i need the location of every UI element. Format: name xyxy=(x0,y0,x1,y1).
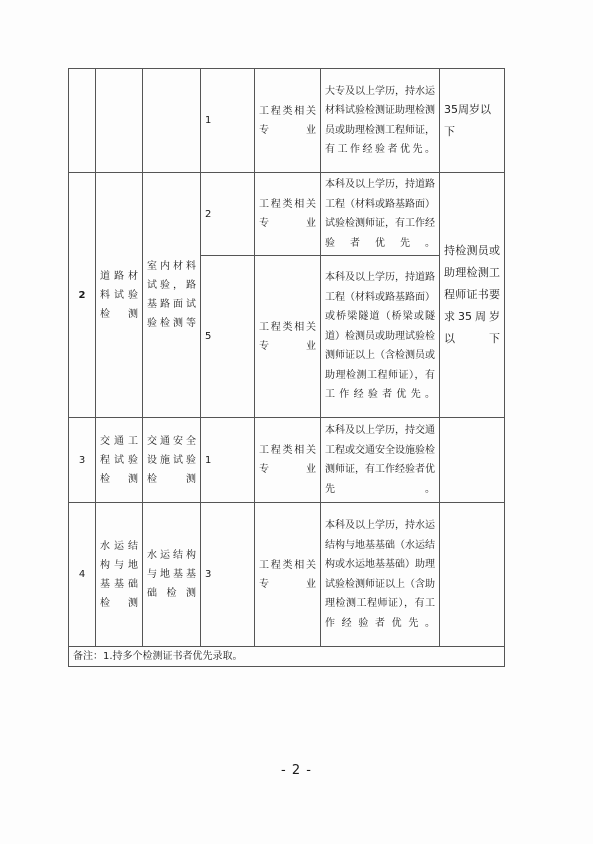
major-requirement: 工程类相关专业 xyxy=(255,173,321,256)
work-content: 交通安全设施试验检测 xyxy=(143,418,201,503)
headcount: 1 xyxy=(201,69,255,173)
headcount: 1 xyxy=(201,418,255,503)
table-note: 备注：1.持多个检测证书者优先录取。 xyxy=(69,647,505,667)
position-name: 交通工程试验检测 xyxy=(96,418,143,503)
table-row xyxy=(69,503,505,647)
table-row xyxy=(69,173,505,256)
work-content: 室内材料试验，路基路面试验检测等 xyxy=(143,173,201,418)
work-content xyxy=(143,69,201,173)
row-number: 4 xyxy=(69,503,96,647)
qualification-requirement: 本科及以上学历，持交通工程或交通安全设施验检测师证，有工作经验者优先。 xyxy=(321,418,440,503)
age-requirement: 持检测员或助理检测工程师证书要求35周岁以下 xyxy=(440,173,505,418)
major-requirement: 工程类相关专业 xyxy=(255,69,321,173)
qualification-requirement: 本科及以上学历，持道路工程（材料或路基路面）试验检测师证，有工作经验者优先。 xyxy=(321,173,440,256)
position-name xyxy=(96,69,143,173)
age-requirement xyxy=(440,503,505,647)
major-requirement: 工程类相关专业 xyxy=(255,503,321,647)
qualification-requirement: 大专及以上学历，持水运材料试验检测证助理检测员或助理检测工程师证，有工作经验者优先。 xyxy=(321,69,440,173)
headcount: 3 xyxy=(201,503,255,647)
table-row xyxy=(69,69,505,173)
note-row xyxy=(69,647,505,667)
position-name: 道路材料试验检测 xyxy=(96,173,143,418)
row-number xyxy=(69,69,96,173)
row-number: 3 xyxy=(69,418,96,503)
page-number: - 2 - xyxy=(281,763,312,778)
work-content: 水运结构与地基基础检测 xyxy=(143,503,201,647)
qualification-requirement: 本科及以上学历，持水运结构与地基基础（水运结构或水运地基基础）助理试验检测师证以上（含助理检测工程师证），有工作经验者优先。 xyxy=(321,503,440,647)
position-name: 水运结构与地基基础检测 xyxy=(96,503,143,647)
age-requirement: 35周岁以下 xyxy=(440,69,505,173)
headcount: 2 xyxy=(201,173,255,256)
qualification-requirement: 本科及以上学历，持道路工程（材料或路基路面）或桥梁隧道（桥梁或隧道）检测员或助理试验检测师证以上（含检测员或助理检测工程师证），有工作经验者优先。 xyxy=(321,256,440,418)
recruitment-table xyxy=(68,68,505,667)
major-requirement: 工程类相关专业 xyxy=(255,418,321,503)
headcount: 5 xyxy=(201,256,255,418)
age-requirement xyxy=(440,418,505,503)
major-requirement: 工程类相关专业 xyxy=(255,256,321,418)
table-row xyxy=(69,418,505,503)
row-number: 2 xyxy=(69,173,96,418)
